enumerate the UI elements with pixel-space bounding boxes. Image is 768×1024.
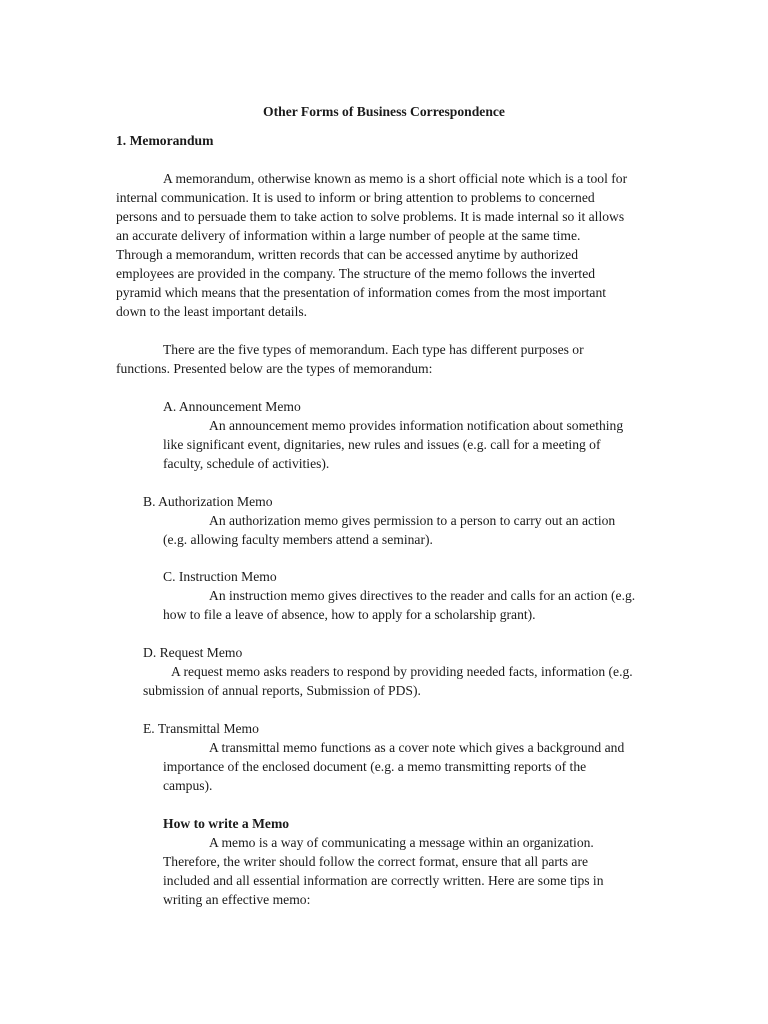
- memo-type-description: [143, 662, 663, 700]
- memo-type-description: [163, 416, 663, 473]
- memo-type-title: A. Announcement Memo: [163, 399, 301, 414]
- paragraph-line: Through a memorandum, written records that can be accessed anytime by authorized: [116, 247, 579, 262]
- paragraph-line: functions. Presented below are the types of memorandum:: [116, 361, 433, 376]
- subsection-heading: How to write a Memo: [163, 816, 290, 831]
- paragraph-line: campus).: [163, 778, 213, 793]
- paragraph-line: persons and to persuade them to take action to solve problems. It is made internal so it allows: [116, 209, 625, 224]
- how-to-paragraph: [163, 833, 663, 909]
- memo-type-description: [163, 586, 663, 624]
- paragraph-line: included and all essential information are correctly written. Here are some tips in: [163, 873, 604, 888]
- paragraph-line: A memo is a way of communicating a message within an organization.: [209, 835, 594, 850]
- paragraph-line: A transmittal memo functions as a cover note which gives a background and: [209, 740, 625, 755]
- paragraph-line: Therefore, the writer should follow the correct format, ensure that all parts are: [163, 854, 589, 869]
- memo-type-title: E. Transmittal Memo: [143, 721, 259, 736]
- paragraph-line: how to file a leave of absence, how to apply for a scholarship grant).: [163, 607, 536, 622]
- paragraph-line: employees are provided in the company. The structure of the memo follows the inverted: [116, 266, 596, 281]
- paragraph-line: importance of the enclosed document (e.g. a memo transmitting reports of the: [163, 759, 587, 774]
- intro-paragraph: [116, 169, 661, 321]
- paragraph-line: An authorization memo gives permission to a person to carry out an action: [209, 513, 616, 528]
- types-intro-paragraph: [116, 340, 661, 378]
- paragraph-line: writing an effective memo:: [163, 892, 311, 907]
- memo-type-description: [163, 511, 663, 549]
- paragraph-line: like significant event, dignitaries, new rules and issues (e.g. call for a meeting of: [163, 437, 601, 452]
- paragraph-line: faculty, schedule of activities).: [163, 456, 330, 471]
- paragraph-line: There are the five types of memorandum. Each type has different purposes or: [163, 342, 584, 357]
- paragraph-line: A request memo asks readers to respond by providing needed facts, information (e.g.: [171, 664, 633, 679]
- paragraph-line: An instruction memo gives directives to the reader and calls for an action (e.g.: [209, 588, 636, 603]
- page-title: Other Forms of Business Correspondence: [263, 104, 505, 119]
- memo-type-description: [163, 738, 663, 795]
- memo-type-title: B. Authorization Memo: [143, 494, 273, 509]
- section-heading: 1. Memorandum: [116, 133, 214, 148]
- paragraph-line: An announcement memo provides information notification about something: [209, 418, 624, 433]
- memo-type-title: D. Request Memo: [143, 645, 243, 660]
- paragraph-line: submission of annual reports, Submission of PDS).: [143, 683, 421, 698]
- paragraph-line: internal communication. It is used to inform or bring attention to problems to concerned: [116, 190, 595, 205]
- paragraph-line: A memorandum, otherwise known as memo is a short official note which is a tool for: [163, 171, 628, 186]
- paragraph-line: (e.g. allowing faculty members attend a seminar).: [163, 532, 433, 547]
- paragraph-line: down to the least important details.: [116, 304, 308, 319]
- paragraph-line: an accurate delivery of information within a large number of people at the same time.: [116, 228, 581, 243]
- paragraph-line: pyramid which means that the presentation of information comes from the most important: [116, 285, 607, 300]
- memo-type-title: C. Instruction Memo: [163, 569, 277, 584]
